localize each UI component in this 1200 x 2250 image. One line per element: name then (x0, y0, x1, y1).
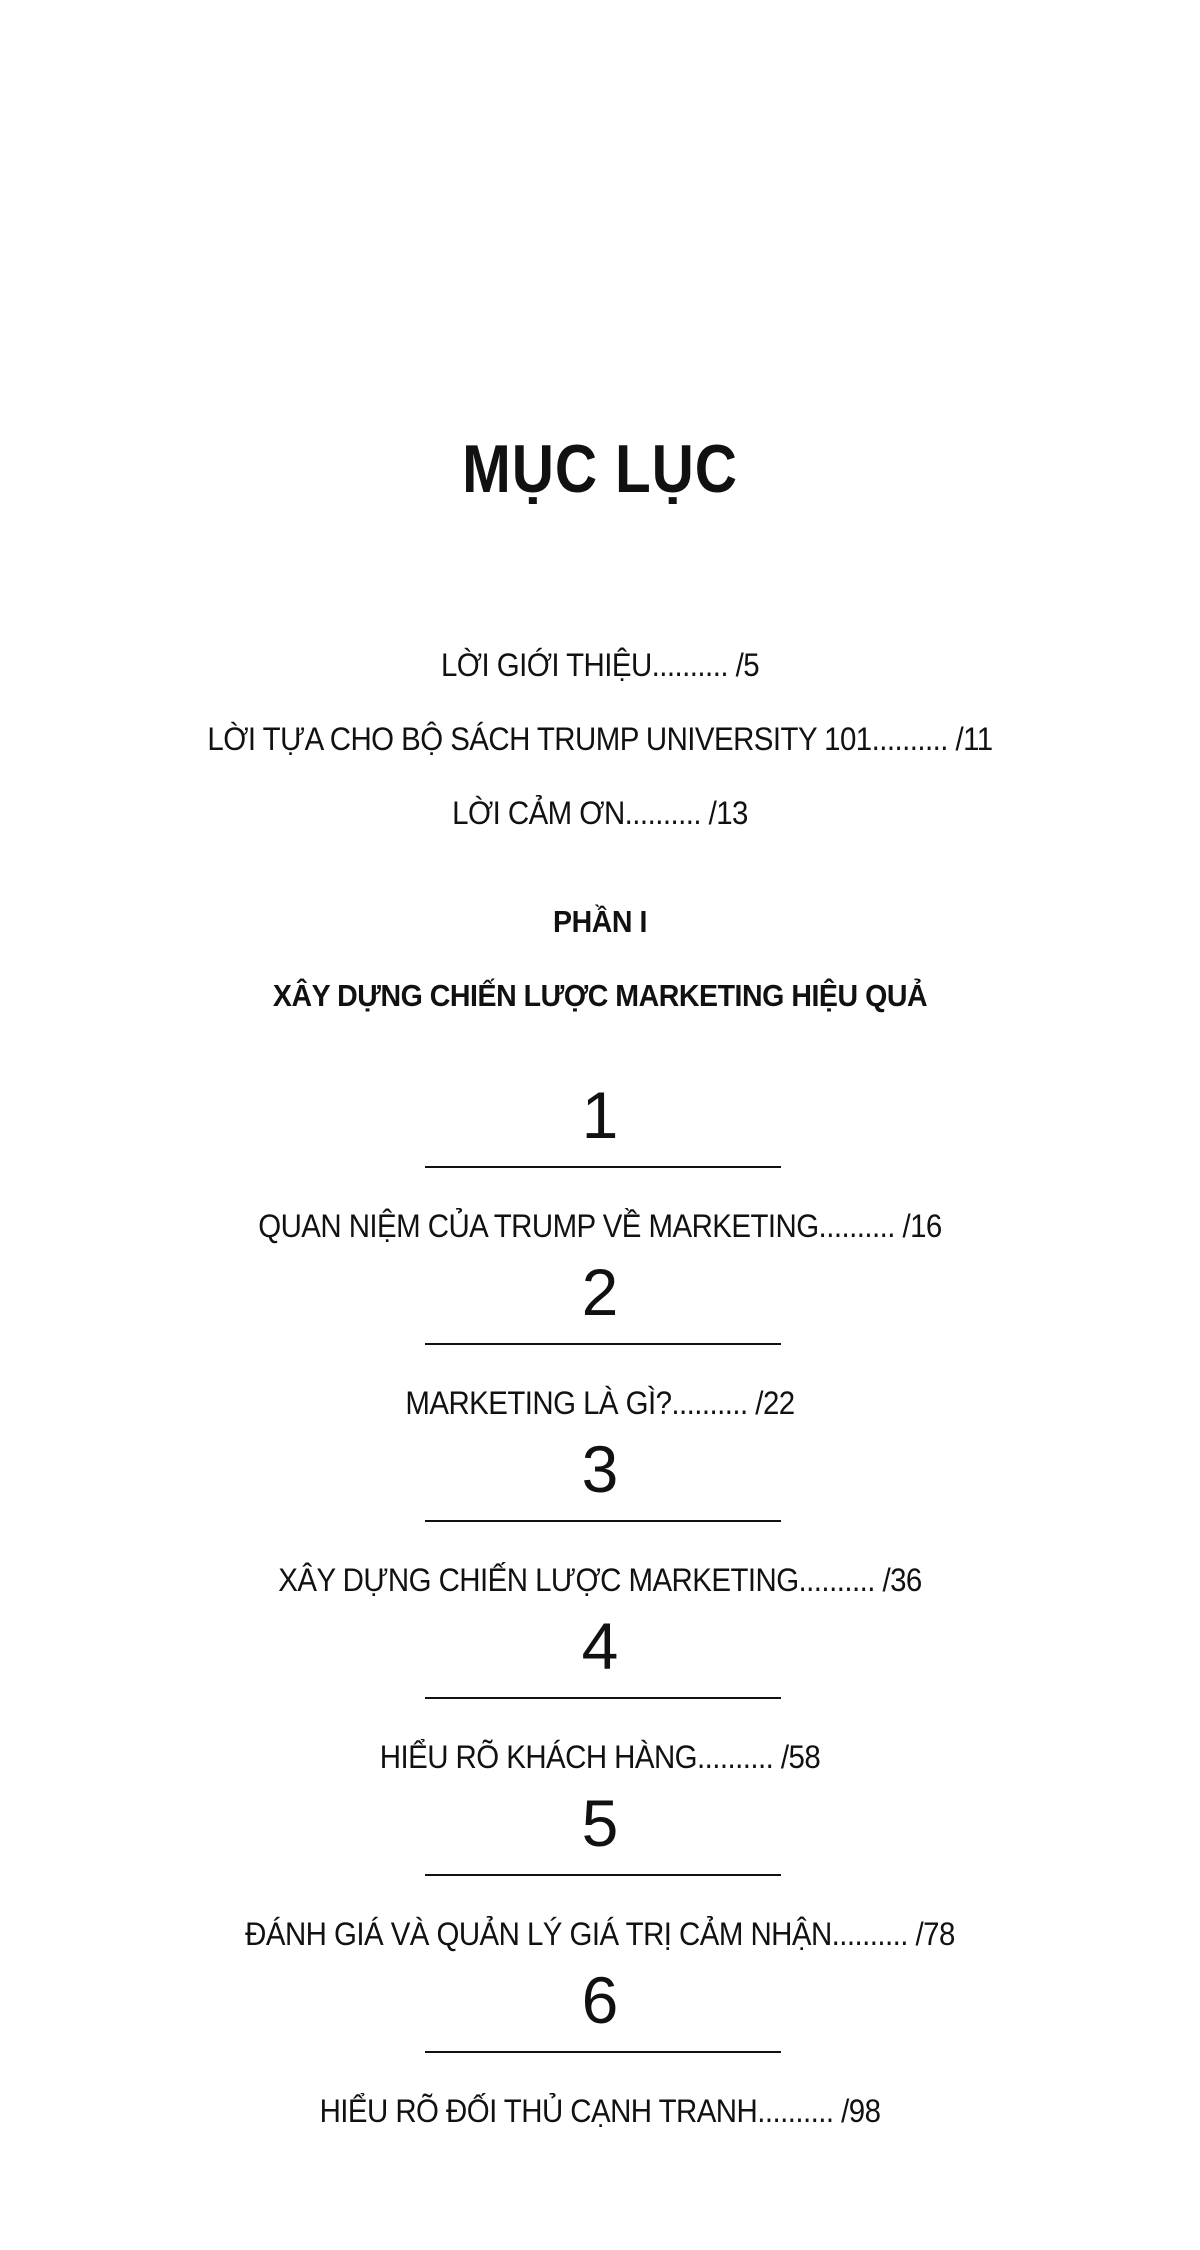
toc-entry-chapter: QUAN NIỆM CỦA TRUMP VỀ MARKETING.......... /16 (258, 1208, 942, 1244)
toc-entry-chapter: HIỂU RÕ KHÁCH HÀNG.......... /58 (379, 1739, 821, 1775)
page-title: MỤC LỤC (462, 431, 738, 507)
chapter-divider (425, 1697, 781, 1699)
toc-entry-chapter: MARKETING LÀ GÌ?.......... /22 (405, 1385, 795, 1421)
toc-entry-chapter: ĐÁNH GIÁ VÀ QUẢN LÝ GIÁ TRỊ CẢM NHẬN.......... /78 (245, 1916, 955, 1952)
part-heading: XÂY DỰNG CHIẾN LƯỢC MARKETING HIỆU QUẢ (272, 978, 928, 1013)
toc-entry-introduction: LỜI GIỚI THIỆU.......... /5 (440, 647, 760, 683)
chapter-number: 4 (581, 1609, 619, 1683)
chapter-divider (425, 2051, 781, 2053)
toc-entry-chapter: XÂY DỰNG CHIẾN LƯỢC MARKETING.......... /36 (278, 1562, 922, 1598)
toc-entry-preface: LỜI TỰA CHO BỘ SÁCH TRUMP UNIVERSITY 101.......... /11 (207, 721, 993, 757)
chapter-number: 2 (581, 1255, 619, 1329)
chapter-number: 6 (581, 1963, 619, 2037)
part-label: PHẦN I (553, 904, 647, 939)
chapter-number: 5 (581, 1786, 619, 1860)
chapter-divider (425, 1166, 781, 1168)
toc-entry-chapter: HIỂU RÕ ĐỐI THỦ CẠNH TRANH.......... /98 (319, 2093, 881, 2129)
toc-entry-acknowledgements: LỜI CẢM ƠN.......... /13 (452, 795, 748, 831)
chapter-divider (425, 1520, 781, 1522)
chapter-divider (425, 1343, 781, 1345)
chapter-number: 1 (581, 1078, 619, 1152)
chapter-divider (425, 1874, 781, 1876)
chapter-number: 3 (581, 1432, 619, 1506)
